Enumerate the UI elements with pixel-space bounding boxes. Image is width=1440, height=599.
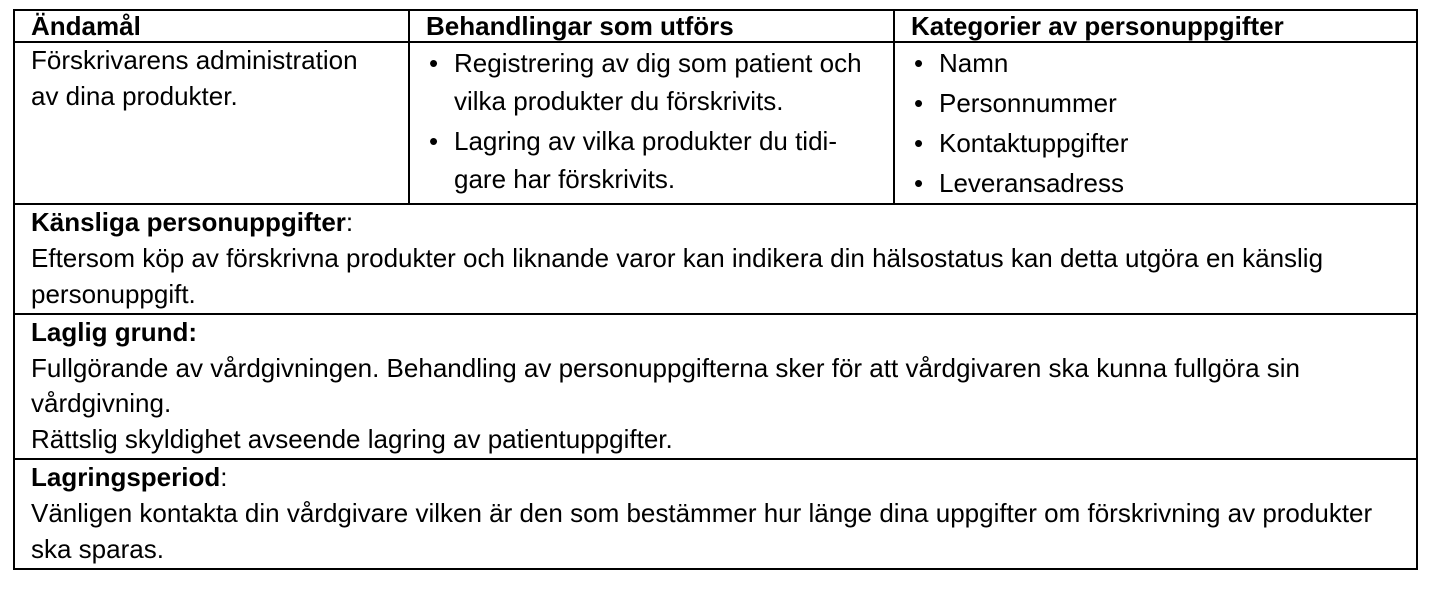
processing-list bbox=[426, 44, 877, 198]
legal-basis-title: Laglig grund: bbox=[31, 316, 198, 347]
purpose-cell: Förskrivarens administration av dina produkter. bbox=[14, 42, 409, 204]
list-item bbox=[911, 83, 1400, 123]
bullet-icon: • bbox=[429, 126, 439, 156]
personal-data-table bbox=[13, 9, 1418, 570]
retention-row bbox=[14, 459, 1417, 569]
list-item bbox=[426, 44, 877, 120]
legal-basis-row bbox=[14, 314, 1417, 460]
processing-item-text: Lagring av vilka produkter du tidi-gare har förskrivits. bbox=[454, 126, 837, 194]
header-processing: Behandlingar som utförs bbox=[409, 10, 894, 42]
sensitive-data-body: Eftersom köp av förskrivna produkter och liknande varor kan indikera din hälsostatus kan detta utgöra en känslig personuppgift. bbox=[31, 242, 1324, 309]
legal-basis-paragraph: Rättslig skyldighet avseende lagring av patientuppgifter. bbox=[31, 424, 673, 455]
bullet-icon: • bbox=[914, 128, 924, 158]
category-item-text: Leveransadress bbox=[939, 168, 1124, 198]
processing-item-text: Registrering av dig som patient och vilka produkter du förskrivits. bbox=[454, 48, 862, 116]
section-heading bbox=[31, 460, 1400, 496]
table-header-row bbox=[14, 10, 1417, 42]
categories-list bbox=[911, 43, 1400, 203]
retention-body: Vänligen kontakta din vårdgivare vilken är den som bestämmer hur länge dina uppgifter om förskrivning av produkter ska sparas. bbox=[31, 498, 1373, 564]
category-item-text: Kontaktuppgifter bbox=[939, 128, 1129, 158]
legal-basis-section bbox=[14, 314, 1417, 460]
list-item bbox=[911, 163, 1400, 203]
list-item bbox=[426, 122, 877, 198]
section-heading bbox=[31, 315, 1400, 351]
bullet-icon: • bbox=[429, 48, 439, 78]
header-purpose: Ändamål bbox=[14, 10, 409, 42]
header-categories: Kategorier av personuppgifter bbox=[894, 10, 1417, 42]
sensitive-data-colon: : bbox=[345, 207, 354, 237]
sensitive-data-title: Känsliga personuppgifter bbox=[31, 207, 346, 237]
retention-title: Lagringsperiod bbox=[31, 462, 221, 493]
sensitive-data-row bbox=[14, 204, 1417, 314]
processing-cell bbox=[409, 42, 894, 204]
retention-colon: : bbox=[220, 462, 228, 493]
legal-basis-paragraph: Fullgörande av vårdgivningen. Behandling av personuppgifterna sker för att vårdgivaren ska kunna fullgöra sin vårdgivning. bbox=[31, 352, 1300, 419]
sensitive-data-section bbox=[14, 204, 1417, 314]
list-item bbox=[911, 43, 1400, 83]
category-item-text: Personnummer bbox=[939, 88, 1117, 118]
table-row bbox=[14, 42, 1417, 204]
section-heading bbox=[31, 205, 1400, 241]
retention-section bbox=[14, 459, 1417, 569]
categories-cell bbox=[894, 42, 1417, 204]
bullet-icon: • bbox=[914, 88, 924, 118]
bullet-icon: • bbox=[914, 168, 924, 198]
bullet-icon: • bbox=[914, 48, 924, 78]
list-item bbox=[911, 123, 1400, 163]
category-item-text: Namn bbox=[939, 48, 1009, 78]
